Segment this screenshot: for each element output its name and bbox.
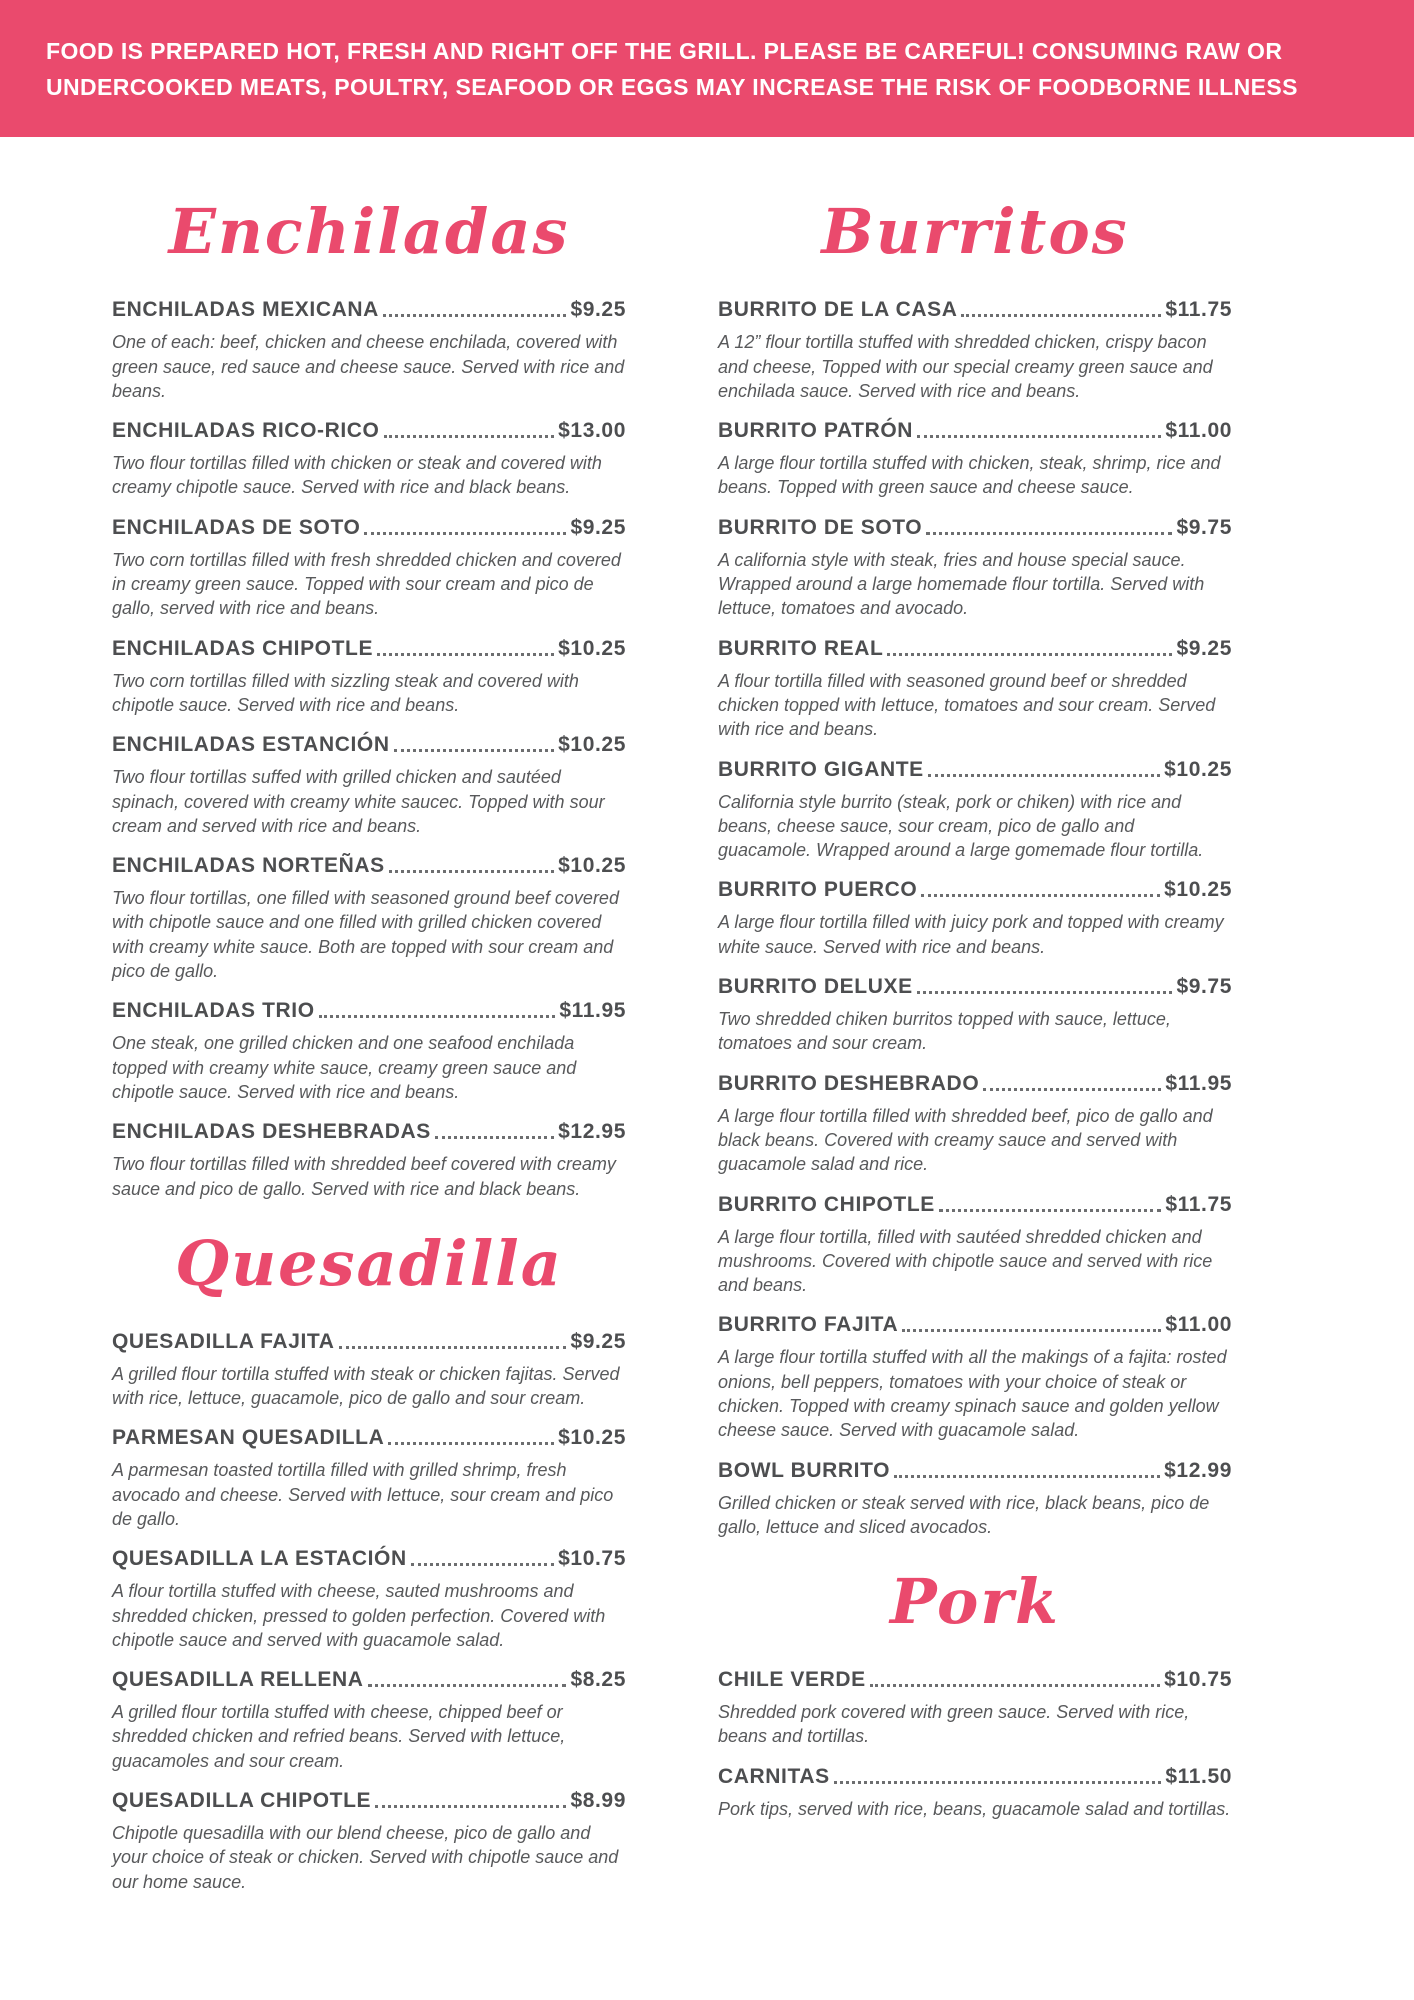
- menu-item-header: [112, 1547, 626, 1571]
- item-price: $11.50: [1165, 1764, 1232, 1788]
- menu-item: [718, 1313, 1232, 1442]
- item-name: ENCHILADAS TRIO: [112, 999, 315, 1023]
- item-name: BURRITO FAJITA: [718, 1313, 899, 1337]
- item-description: A large flour tortilla filled with shredded beef, pico de gallo and black beans. Covered with creamy sauce and served with guacamole salad and rice.: [718, 1105, 1213, 1175]
- menu-item: [112, 298, 626, 403]
- item-name: ENCHILADAS DESHEBRADAS: [112, 1120, 431, 1144]
- item-price: $8.25: [570, 1668, 626, 1692]
- item-name: ENCHILADAS ESTANCIÓN: [112, 733, 390, 757]
- item-description: A large flour tortilla stuffed with chicken, steak, shrimp, rice and beans. Topped with green sauce and cheese sauce.: [718, 453, 1221, 498]
- item-description: Shredded pork covered with green sauce. Served with rice, beans and tortillas.: [718, 1702, 1190, 1747]
- menu-item: [112, 419, 626, 500]
- section-title: Burritos: [821, 195, 1129, 269]
- item-name: ENCHILADAS DE SOTO: [112, 515, 361, 539]
- item-price: $10.25: [558, 854, 626, 878]
- menu-item-header: [718, 758, 1232, 782]
- menu-item: [718, 1668, 1232, 1749]
- item-name: BURRITO DE LA CASA: [718, 298, 958, 322]
- item-price: $8.99: [570, 1789, 626, 1813]
- item-name: BURRITO GIGANTE: [718, 757, 924, 781]
- menu-column-left: [112, 181, 626, 1910]
- menu-item: [718, 298, 1232, 403]
- item-price: $10.75: [1164, 1668, 1232, 1692]
- item-price: $11.75: [1165, 298, 1232, 322]
- menu-item-header: [718, 516, 1232, 540]
- dotted-leader: [389, 870, 554, 873]
- menu-item-header: [112, 1426, 626, 1450]
- menu-item-header: [112, 999, 626, 1023]
- item-price: $10.75: [558, 1547, 626, 1571]
- item-price: $11.95: [1165, 1071, 1232, 1095]
- dotted-leader: [926, 532, 1172, 535]
- menu-content: [0, 137, 1414, 1910]
- item-name: BURRITO PATRÓN: [718, 419, 914, 443]
- dotted-leader: [377, 653, 554, 656]
- item-price: $9.25: [570, 298, 626, 322]
- item-description: Two shredded chiken burritos topped with sauce, lettuce, tomatoes and sour cream.: [718, 1009, 1171, 1054]
- dotted-leader: [983, 1088, 1161, 1091]
- menu-column-right: [718, 181, 1232, 1910]
- menu-item-header: [112, 298, 626, 322]
- item-price: $10.25: [1164, 878, 1232, 902]
- dotted-leader: [364, 532, 566, 535]
- item-description: Chipotle quesadilla with our blend cheese, pico de gallo and your choice of steak or chicken. Served with chipotle sauce and our home sauce.: [112, 1823, 619, 1892]
- item-description: A parmesan toasted tortilla filled with grilled shrimp, fresh avocado and cheese. Served with lettuce, sour cream and pico de gallo.: [112, 1460, 614, 1529]
- menu-item-header: [112, 1120, 626, 1144]
- item-price: $11.00: [1165, 419, 1232, 443]
- menu-item: [112, 1668, 626, 1773]
- dotted-leader: [394, 749, 555, 752]
- menu-item-header: [718, 1313, 1232, 1337]
- dotted-leader: [894, 1475, 1160, 1478]
- menu-item-header: [718, 1459, 1232, 1483]
- item-name: BURRITO DELUXE: [718, 975, 913, 999]
- item-description: California style burrito (steak, pork or chiken) with rice and beans, cheese sauce, sour cream, pico de gallo and guacamole. Wrapped around a large gomemade flour tortilla.: [718, 791, 1204, 861]
- dotted-leader: [411, 1563, 554, 1566]
- section-title: Quesadilla: [175, 1226, 563, 1300]
- menu-item: [718, 878, 1232, 959]
- item-description: A large flour tortilla stuffed with all the makings of a fajita: rosted onions, bell peppers, tomatoes with your choice of steak or chicken. Topped with creamy spinach sauce and golden yellow cheese sauce. Served with guacamole salad.: [718, 1347, 1227, 1441]
- dotted-leader: [368, 1684, 567, 1687]
- item-name: ENCHILADAS NORTEÑAS: [112, 854, 385, 878]
- item-description: A 12” flour tortilla stuffed with shredded chicken, crispy bacon and cheese, Topped with our special creamy green sauce and enchilada sauce. Served with rice and beans.: [718, 332, 1213, 401]
- menu-item-header: [112, 1789, 626, 1813]
- item-price: $11.95: [559, 999, 626, 1023]
- menu-item: [112, 1426, 626, 1531]
- item-name: BURRITO DE SOTO: [718, 515, 923, 539]
- menu-item: [112, 999, 626, 1104]
- item-name: CHILE VERDE: [718, 1668, 866, 1692]
- section-title: Pork: [890, 1565, 1060, 1639]
- dotted-leader: [319, 1015, 556, 1018]
- menu-item-header: [112, 1330, 626, 1354]
- item-description: Pork tips, served with rice, beans, guacamole salad and tortillas.: [718, 1798, 1231, 1819]
- menu-item: [112, 1789, 626, 1894]
- menu-item-header: [112, 733, 626, 757]
- item-price: $11.00: [1165, 1313, 1232, 1337]
- dotted-leader: [902, 1329, 1161, 1332]
- dotted-leader: [339, 1346, 567, 1349]
- item-description: A grilled flour tortilla stuffed with cheese, chipped beef or shredded chicken and refried beans. Served with lettuce, guacamoles and sour cream.: [112, 1702, 566, 1771]
- item-description: A flour tortilla filled with seasoned ground beef or shredded chicken topped with lettuce, tomatoes and sour cream. Served with rice and beans.: [718, 670, 1216, 740]
- menu-item: [112, 1120, 626, 1201]
- menu-section: [718, 195, 1232, 1539]
- item-description: Two flour tortillas suffed with grilled chicken and sautéed spinach, covered with creamy white saucec. Topped with sour cream and served with rice and beans.: [112, 767, 605, 836]
- dotted-leader: [961, 314, 1161, 317]
- item-description: Two flour tortillas filled with shredded beef covered with creamy sauce and pico de gallo. Served with rice and black beans.: [112, 1154, 616, 1199]
- item-name: BURRITO CHIPOTLE: [718, 1192, 935, 1216]
- item-description: Two corn tortillas filled with sizzling steak and covered with chipotle sauce. Served with rice and beans.: [112, 670, 579, 715]
- item-name: QUESADILLA LA ESTACIÓN: [112, 1547, 407, 1571]
- item-name: BURRITO PUERCO: [718, 878, 918, 902]
- dotted-leader: [887, 653, 1172, 656]
- item-description: A flour tortilla stuffed with cheese, sauted mushrooms and shredded chicken, pressed to golden perfection. Covered with chipotle sauce and served with guacamole salad.: [112, 1581, 606, 1650]
- menu-item: [718, 1765, 1232, 1821]
- menu-item: [112, 516, 626, 621]
- menu-item: [718, 419, 1232, 500]
- item-price: $10.25: [558, 733, 626, 757]
- warning-banner-line-1: FOOD IS PREPARED HOT, FRESH AND RIGHT OFF THE GRILL. PLEASE BE CAREFUL! CONSUMING RAW OR: [46, 38, 1283, 64]
- menu-item: [718, 516, 1232, 621]
- menu-item-header: [718, 298, 1232, 322]
- menu-item-header: [718, 1765, 1232, 1789]
- item-name: ENCHILADAS CHIPOTLE: [112, 636, 374, 660]
- item-price: $10.25: [558, 636, 626, 660]
- item-name: ENCHILADAS MEXICANA: [112, 298, 379, 322]
- item-description: One of each: beef, chicken and cheese enchilada, covered with green sauce, red sauce and cheese sauce. Served with rice and beans.: [112, 332, 625, 401]
- item-price: $12.99: [1164, 1458, 1232, 1482]
- menu-item-header: [112, 419, 626, 443]
- item-price: $12.95: [558, 1120, 626, 1144]
- dotted-leader: [917, 991, 1173, 994]
- menu-item-header: [718, 637, 1232, 661]
- warning-banner: [0, 0, 1414, 137]
- item-description: A california style with steak, fries and house special sauce. Wrapped around a large homemade flour tortilla. Served with lettuce, tomatoes and avocado.: [718, 549, 1205, 619]
- item-description: A grilled flour tortilla stuffed with steak or chicken fajitas. Served with rice, lettuce, guacamole, pico de gallo and sour cream.: [112, 1363, 620, 1409]
- menu-item: [112, 1330, 626, 1411]
- menu-item-header: [718, 1072, 1232, 1096]
- dotted-leader: [917, 435, 1161, 438]
- dotted-leader: [435, 1136, 554, 1139]
- dotted-leader: [834, 1781, 1162, 1784]
- item-name: CARNITAS: [718, 1764, 830, 1788]
- item-name: ENCHILADAS RICO-RICO: [112, 419, 380, 443]
- menu-item: [718, 637, 1232, 742]
- item-price: $9.25: [1176, 636, 1232, 660]
- item-description: Grilled chicken or steak served with rice, black beans, pico de gallo, lettuce and sliced avocados.: [718, 1492, 1210, 1537]
- item-price: $13.00: [558, 419, 626, 443]
- dotted-leader: [384, 435, 555, 438]
- item-name: QUESADILLA FAJITA: [112, 1329, 335, 1353]
- menu-section: [112, 195, 626, 1201]
- menu-item: [718, 1459, 1232, 1540]
- menu-item-header: [718, 419, 1232, 443]
- item-description: Two flour tortillas filled with chicken or steak and covered with creamy chipotle sauce. Served with rice and black beans.: [112, 453, 602, 498]
- menu-item-header: [718, 1668, 1232, 1692]
- menu-item-header: [112, 854, 626, 878]
- item-price: $9.25: [570, 1329, 626, 1353]
- menu-item-header: [112, 516, 626, 540]
- menu-item: [112, 1547, 626, 1652]
- item-description: A large flour tortilla, filled with sautéed shredded chicken and mushrooms. Covered with chipotle sauce and served with rice and beans.: [718, 1226, 1213, 1296]
- item-price: $9.25: [570, 515, 626, 539]
- menu-item-header: [112, 637, 626, 661]
- dotted-leader: [388, 1442, 554, 1445]
- item-price: $9.75: [1176, 975, 1232, 999]
- menu-item: [718, 975, 1232, 1056]
- item-description: Two flour tortillas, one filled with seasoned ground beef covered with chipotle sauce and one filled with grilled chicken covered with creamy white sauce. Both are topped with sour cream and pico de gallo.: [112, 888, 619, 982]
- warning-banner-line-2: UNDERCOOKED MEATS, POULTRY, SEAFOOD OR EGGS MAY INCREASE THE RISK OF FOODBORNE ILLNESS: [46, 73, 1298, 100]
- menu-section: [718, 1565, 1232, 1821]
- menu-item-header: [718, 975, 1232, 999]
- menu-item: [112, 854, 626, 983]
- item-description: One steak, one grilled chicken and one seafood enchilada topped with creamy white sauce, creamy green sauce and chipotle sauce. Served with rice and beans.: [112, 1033, 577, 1102]
- item-name: BURRITO DESHEBRADO: [718, 1071, 980, 1095]
- menu-item-header: [112, 1668, 626, 1692]
- menu-item: [112, 637, 626, 718]
- item-name: BOWL BURRITO: [718, 1458, 891, 1482]
- item-name: QUESADILLA CHIPOTLE: [112, 1789, 372, 1813]
- item-price: $10.25: [1164, 757, 1232, 781]
- item-description: A large flour tortilla filled with juicy pork and topped with creamy white sauce. Served with rice and beans.: [718, 912, 1224, 957]
- menu-section: [112, 1227, 626, 1894]
- item-name: PARMESAN QUESADILLA: [112, 1426, 385, 1450]
- menu-item-header: [718, 878, 1232, 902]
- menu-item: [718, 1193, 1232, 1298]
- menu-item-header: [718, 1193, 1232, 1217]
- dotted-leader: [870, 1684, 1160, 1687]
- menu-item: [718, 1072, 1232, 1177]
- item-price: $9.75: [1176, 515, 1232, 539]
- menu-item: [112, 733, 626, 838]
- item-name: QUESADILLA RELLENA: [112, 1668, 364, 1692]
- menu-item: [718, 758, 1232, 863]
- section-title: Enchiladas: [168, 195, 570, 269]
- dotted-leader: [383, 314, 567, 317]
- dotted-leader: [375, 1805, 566, 1808]
- item-description: Two corn tortillas filled with fresh shredded chicken and covered in creamy green sauce. Topped with sour cream and pico de gallo, served with rice and beans.: [112, 549, 621, 619]
- dotted-leader: [939, 1209, 1161, 1212]
- item-price: $11.75: [1165, 1192, 1232, 1216]
- item-price: $10.25: [558, 1426, 626, 1450]
- item-name: BURRITO REAL: [718, 636, 884, 660]
- dotted-leader: [921, 894, 1160, 897]
- dotted-leader: [928, 774, 1160, 777]
